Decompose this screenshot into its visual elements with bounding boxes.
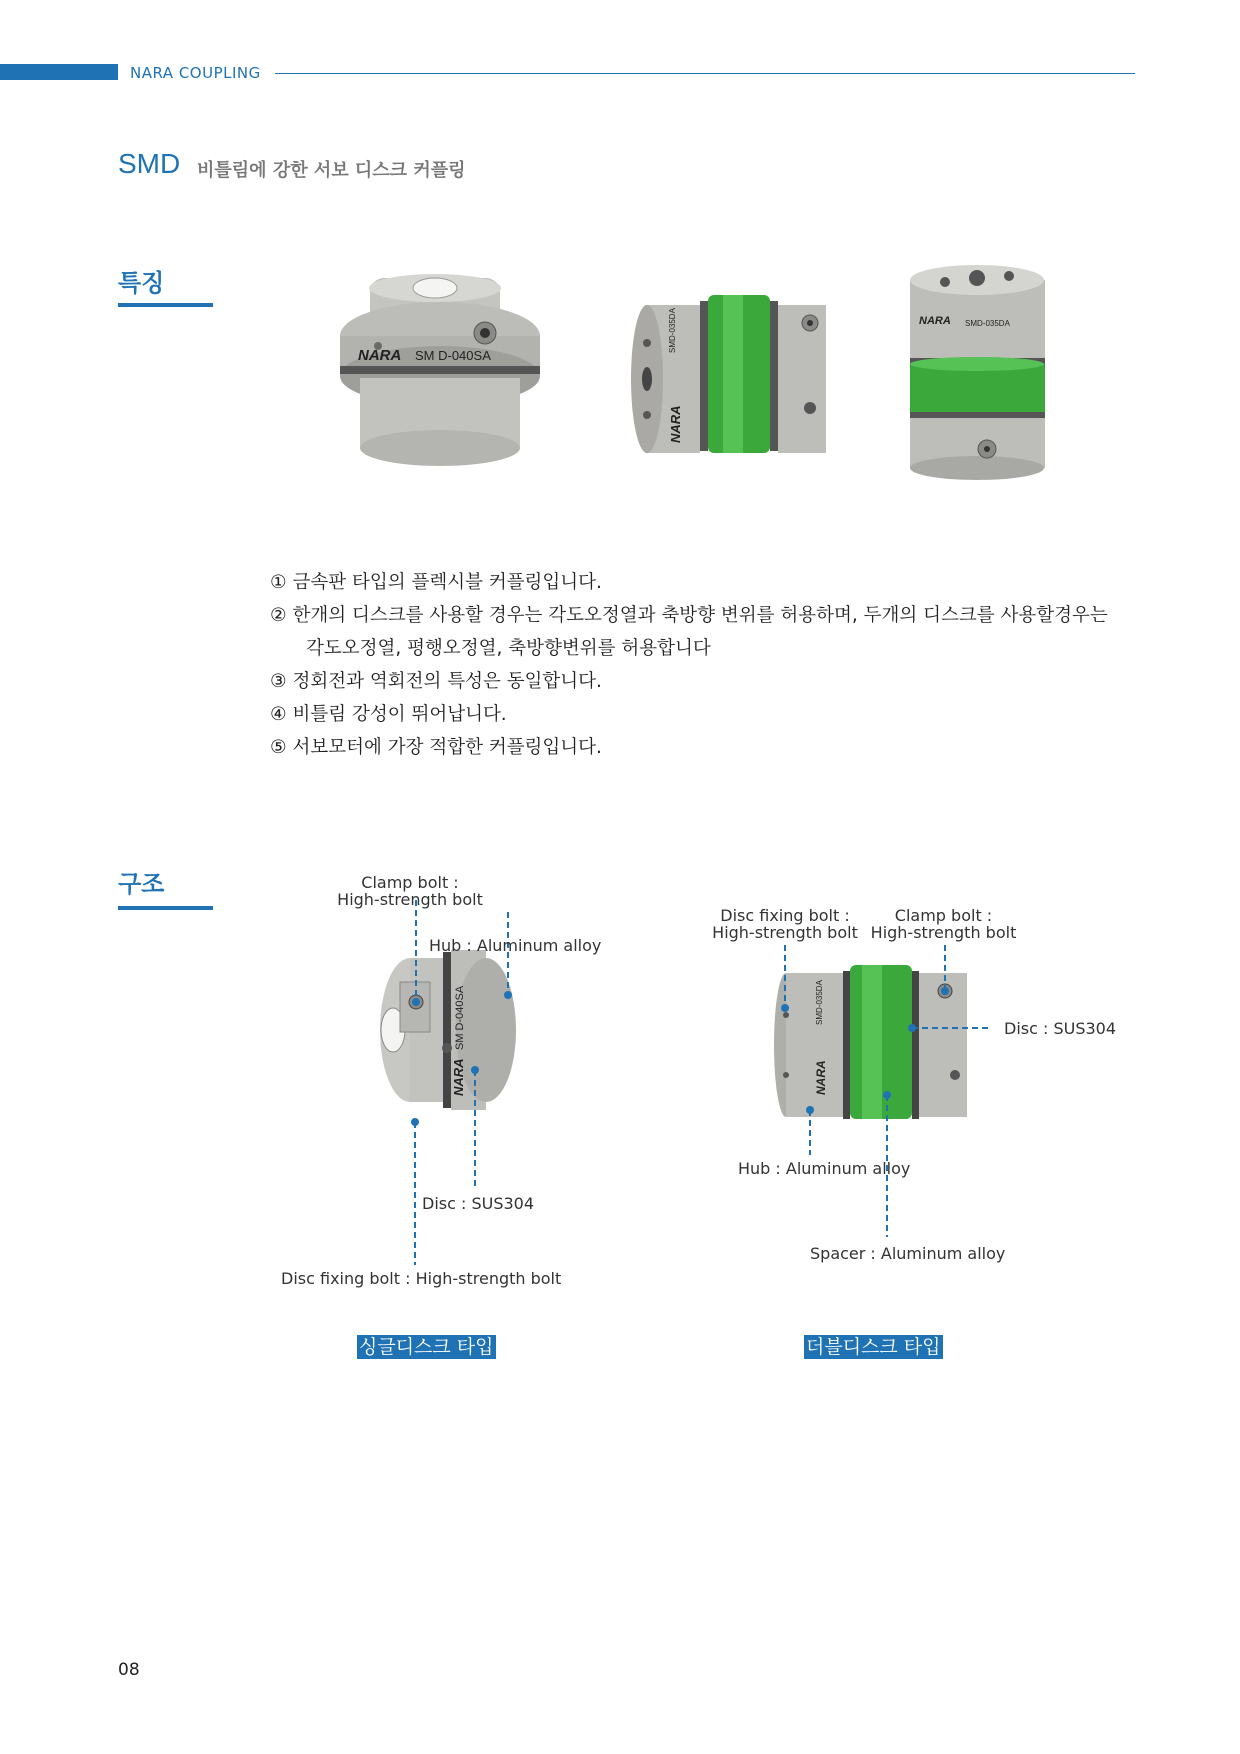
product-photo-double-disc-side (625, 293, 830, 463)
feature-item-2: ② 한개의 디스크를 사용할 경우는 각도오정열과 축방향 변위를 허용하며, 두개의 디스크를 사용할경우는 (270, 605, 1108, 626)
product-model-3: SMD-035DA (965, 319, 1010, 328)
label-double-disc: Disc : SUS304 (1004, 1019, 1117, 1038)
product-brand-1: NARA (358, 347, 402, 364)
product-brand-2: NARA (668, 405, 683, 443)
label-single-hub: Hub : Aluminum alloy (429, 936, 602, 955)
page-number: 08 (118, 1660, 140, 1680)
product-description-title: 비틀림에 강한 서보 디스크 커플링 (197, 160, 466, 181)
label-double-spacer: Spacer : Aluminum alloy (810, 1244, 1006, 1263)
product-code-title: SMD (118, 148, 181, 179)
label-double-clamp-bolt-line1: Clamp bolt : (894, 906, 993, 925)
diagram-brand: NARA (451, 1058, 466, 1096)
product-photo-single-disc (330, 268, 550, 478)
section-label-features: 특징 (118, 269, 165, 297)
tag-single-disc-type: 싱글디스크 타입 (359, 1336, 494, 1358)
diagram-brand-double: NARA (814, 1060, 828, 1095)
label-double-disc-fixing-line2: High-strength bolt (712, 923, 858, 942)
label-double-clamp-bolt-line2: High-strength bolt (870, 923, 1017, 942)
feature-item-1: ① 금속판 타입의 플렉시블 커플링입니다. (270, 572, 602, 593)
header-rule (275, 73, 1135, 74)
label-double-disc-fixing-bolt (705, 907, 865, 941)
product-photo-double-disc-front (905, 262, 1050, 482)
diagram-model-double: SMD-035DA (815, 980, 824, 1025)
feature-item-4: ④ 비틀림 강성이 뛰어납니다. (270, 704, 507, 725)
feature-item-2-continued: 각도오정열, 평행오정열, 축방향변위를 허용합니다 (306, 638, 711, 659)
label-single-disc: Disc : SUS304 (422, 1194, 535, 1213)
section-underline-features (118, 303, 213, 307)
header-brand: NARA COUPLING (130, 64, 261, 82)
feature-item-3: ③ 정회전과 역회전의 특성은 동일합니다. (270, 671, 602, 692)
features-list (270, 566, 1108, 764)
label-double-hub: Hub : Aluminum alloy (738, 1159, 911, 1178)
feature-item-5: ⑤ 서보모터에 가장 적합한 커플링입니다. (270, 737, 602, 758)
product-model-1: SM D-040SA (415, 348, 491, 363)
section-underline-structure (118, 906, 213, 910)
label-single-clamp-bolt (335, 874, 485, 908)
product-brand-3: NARA (919, 315, 951, 327)
double-disc-structure-diagram (770, 945, 1010, 1255)
label-double-clamp-bolt (866, 907, 1021, 941)
label-single-clamp-bolt-line2: High-strength bolt (337, 890, 483, 909)
section-label-structure: 구조 (118, 870, 165, 898)
single-disc-structure-diagram (355, 900, 565, 1290)
diagram-model: SM D-040SA (454, 985, 466, 1050)
header-accent-bar (0, 64, 118, 80)
tag-double-disc-type: 더블디스크 타입 (806, 1336, 941, 1358)
label-single-clamp-bolt-line1: Clamp bolt : (361, 873, 459, 892)
label-single-disc-fixing-bolt: Disc fixing bolt : High-strength bolt (281, 1269, 562, 1288)
product-model-2: SMD-035DA (668, 308, 677, 353)
label-double-disc-fixing-line1: Disc fixing bolt : (720, 906, 850, 925)
